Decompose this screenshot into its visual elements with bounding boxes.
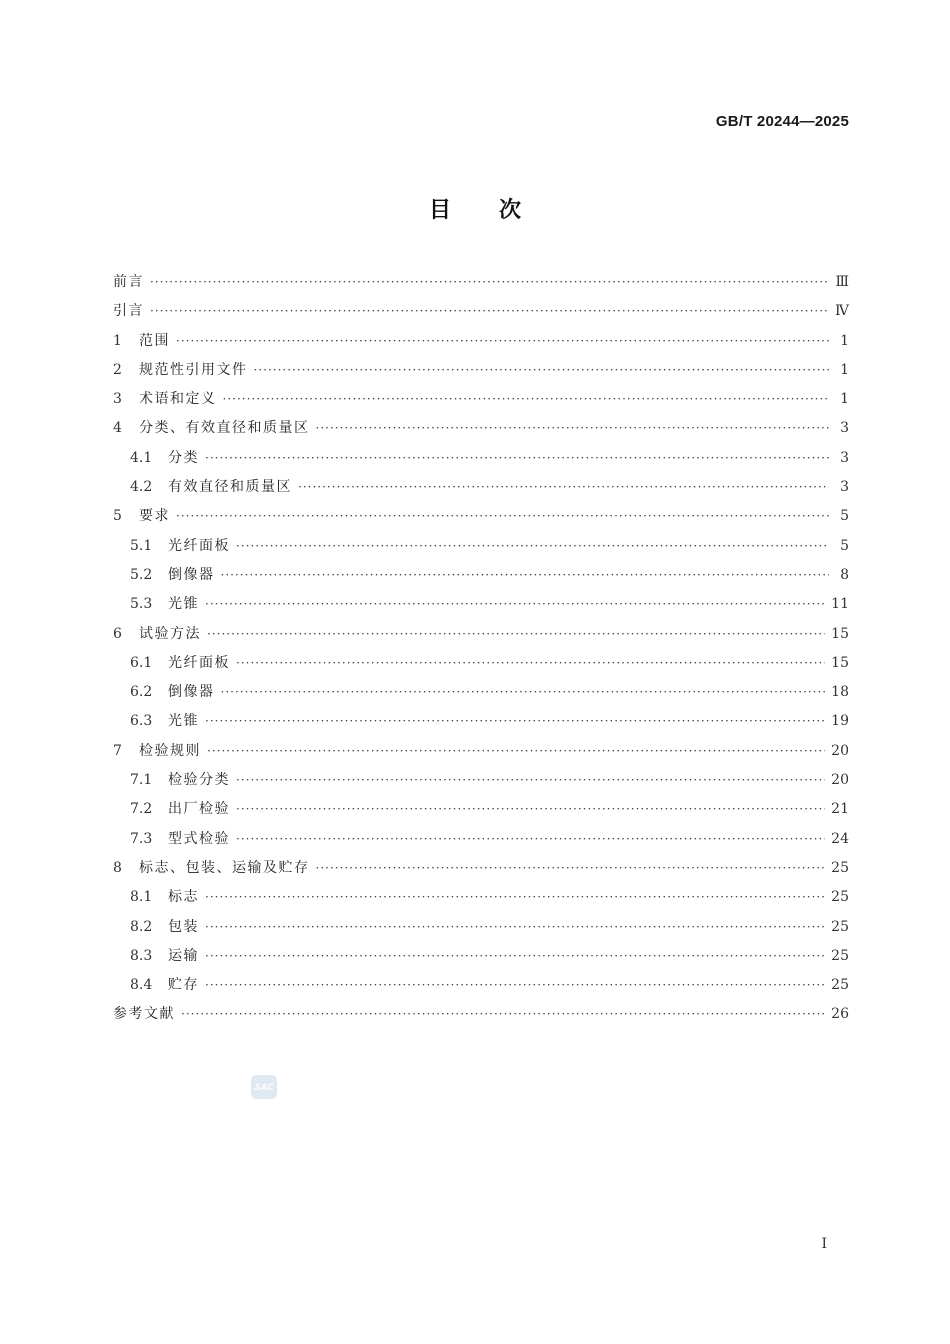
toc-entry[interactable]: [113, 502, 849, 531]
toc-dot-leader: [205, 444, 829, 473]
toc-entry-number: 8: [113, 859, 122, 876]
toc-entry-number: 7: [113, 742, 122, 759]
toc-entry[interactable]: [113, 737, 849, 766]
toc-entry-number: 8.4: [130, 977, 153, 994]
toc-dot-leader: [316, 854, 826, 883]
toc-entry[interactable]: [113, 356, 849, 385]
toc-dot-leader: [176, 327, 829, 356]
toc-entry[interactable]: [113, 795, 849, 824]
toc-entry-title: 前言: [113, 274, 144, 290]
standard-code: GB/T 20244—2025: [715, 113, 849, 130]
toc-entry[interactable]: [113, 825, 849, 854]
toc-entry-page: 19: [831, 713, 849, 730]
toc-entry-page: 8: [840, 566, 849, 583]
page-number: Ⅰ: [821, 1236, 827, 1252]
toc-entry-page: 26: [831, 1006, 849, 1023]
toc-entry-title: 光纤面板: [168, 654, 230, 671]
toc-entry[interactable]: [113, 942, 849, 971]
toc-entry-number: 5.2: [130, 566, 153, 583]
toc-entry-title: 标志: [168, 889, 199, 906]
toc-entry-page: 5: [840, 537, 849, 554]
toc-entry-page: 15: [831, 654, 849, 671]
toc-entry[interactable]: [113, 707, 849, 736]
toc-entry-page: 20: [831, 772, 849, 789]
toc-dot-leader: [236, 766, 825, 795]
toc-dot-leader: [150, 297, 829, 326]
toc-entry-title: 引言: [113, 303, 144, 320]
toc-entry-title: 标志、包装、运输及贮存: [139, 859, 310, 876]
toc-entry-title: 要求: [139, 508, 170, 525]
toc-entry-page: 25: [831, 859, 849, 876]
toc-entry-number: 6.2: [130, 684, 153, 701]
toc-entry-title: 分类、有效直径和质量区: [139, 420, 310, 437]
toc-entry-title: 检验规则: [139, 742, 201, 759]
toc-entry-title: 参考文献: [113, 1006, 175, 1023]
toc-entry-title: 出厂检验: [168, 801, 230, 818]
toc-entry-number: 5.1: [130, 537, 153, 554]
toc-dot-leader: [236, 532, 829, 561]
toc-entry-title: 分类: [168, 449, 199, 466]
toc-entry-title: 包装: [168, 918, 199, 935]
toc-entry[interactable]: [113, 766, 849, 795]
toc-dot-leader: [236, 649, 825, 678]
toc-entry-title: 贮存: [168, 977, 199, 994]
toc-dot-leader: [205, 590, 825, 619]
toc-entry[interactable]: [113, 444, 849, 473]
toc-entry-number: 4.1: [130, 449, 153, 466]
toc-entry[interactable]: [113, 1000, 849, 1029]
toc-entry-number: 1: [113, 332, 122, 349]
toc-entry-number: 2: [113, 361, 122, 378]
toc-entry-title: 光锥: [168, 596, 199, 613]
toc-entry[interactable]: [113, 590, 849, 619]
toc-entry[interactable]: [113, 854, 849, 883]
toc-entry[interactable]: [113, 620, 849, 649]
sac-logo-icon: SAC: [251, 1075, 277, 1099]
toc-entry-number: 6: [113, 625, 122, 642]
toc-entry[interactable]: [113, 883, 849, 912]
toc-dot-leader: [181, 1000, 825, 1029]
toc-dot-leader: [205, 707, 825, 736]
toc-entry-title: 规范性引用文件: [139, 361, 248, 378]
toc-dot-leader: [205, 942, 825, 971]
toc-dot-leader: [223, 385, 830, 414]
toc-entry-page: Ⅳ: [835, 303, 849, 320]
toc-entry-number: 8.2: [130, 918, 153, 935]
toc-entry[interactable]: [113, 327, 849, 356]
toc-entry[interactable]: [113, 297, 849, 326]
toc-entry-title: 光锥: [168, 713, 199, 730]
toc-entry-title: 有效直径和质量区: [168, 479, 292, 496]
toc-entry-title: 术语和定义: [139, 391, 217, 408]
toc-entry-page: 1: [840, 332, 849, 349]
toc-entry[interactable]: [113, 649, 849, 678]
toc-entry-page: 3: [840, 479, 849, 496]
toc-entry[interactable]: [113, 414, 849, 443]
toc-entry-title: 运输: [168, 947, 199, 964]
toc-entry-page: 18: [831, 684, 849, 701]
toc-dot-leader: [236, 795, 825, 824]
toc-entry-page: 1: [840, 391, 849, 408]
toc-entry-title: 倒像器: [168, 684, 215, 701]
page-title: 目次: [428, 198, 569, 223]
toc-entry-title: 光纤面板: [168, 537, 230, 554]
toc-entry-page: 5: [840, 508, 849, 525]
toc-dot-leader: [207, 737, 825, 766]
toc-dot-leader: [236, 825, 825, 854]
toc-dot-leader: [205, 883, 825, 912]
toc-entry-number: 5.3: [130, 596, 153, 613]
toc-entry-title: 试验方法: [139, 625, 201, 642]
toc-dot-leader: [298, 473, 829, 502]
toc-entry-number: 5: [113, 508, 122, 525]
toc-entry-title: 型式检验: [168, 830, 230, 847]
toc-dot-leader: [221, 561, 830, 590]
toc-dot-leader: [221, 678, 826, 707]
toc-entry-title: 倒像器: [168, 566, 215, 583]
toc-entry-page: 25: [831, 889, 849, 906]
toc-entry-page: 3: [840, 449, 849, 466]
toc-entry[interactable]: [113, 268, 849, 297]
toc-entry-page: 25: [831, 947, 849, 964]
toc-entry-number: 4.2: [130, 479, 153, 496]
toc-entry-page: 20: [831, 742, 849, 759]
toc-entry-number: 7.1: [130, 772, 153, 789]
toc-entry-title: 范围: [139, 332, 170, 349]
toc-dot-leader: [316, 414, 830, 443]
toc-entry[interactable]: [113, 913, 849, 942]
toc-entry-page: Ⅲ: [835, 274, 849, 290]
toc-entry-page: 3: [840, 420, 849, 437]
table-of-contents: [113, 268, 849, 1030]
toc-entry-page: 25: [831, 977, 849, 994]
toc-dot-leader: [150, 268, 829, 297]
toc-entry-title: 检验分类: [168, 772, 230, 789]
toc-dot-leader: [176, 502, 829, 531]
toc-entry[interactable]: [113, 385, 849, 414]
toc-entry-number: 8.1: [130, 889, 153, 906]
toc-entry-number: 7.3: [130, 830, 153, 847]
toc-entry-page: 11: [831, 596, 849, 613]
toc-entry-number: 4: [113, 420, 122, 437]
toc-dot-leader: [254, 356, 830, 385]
toc-dot-leader: [205, 971, 825, 1000]
toc-entry[interactable]: [113, 971, 849, 1000]
toc-entry-number: 7.2: [130, 801, 153, 818]
toc-entry[interactable]: [113, 532, 849, 561]
toc-dot-leader: [207, 620, 825, 649]
toc-entry[interactable]: [113, 473, 849, 502]
toc-entry-page: 1: [840, 361, 849, 378]
toc-entry[interactable]: [113, 561, 849, 590]
toc-entry-page: 15: [831, 625, 849, 642]
toc-entry-number: 8.3: [130, 947, 153, 964]
toc-entry-number: 6.3: [130, 713, 153, 730]
toc-entry[interactable]: [113, 678, 849, 707]
toc-dot-leader: [205, 913, 825, 942]
toc-entry-page: 24: [831, 830, 849, 847]
toc-entry-number: 3: [113, 391, 122, 408]
toc-entry-page: 21: [831, 801, 849, 818]
toc-entry-page: 25: [831, 918, 849, 935]
toc-entry-number: 6.1: [130, 654, 153, 671]
